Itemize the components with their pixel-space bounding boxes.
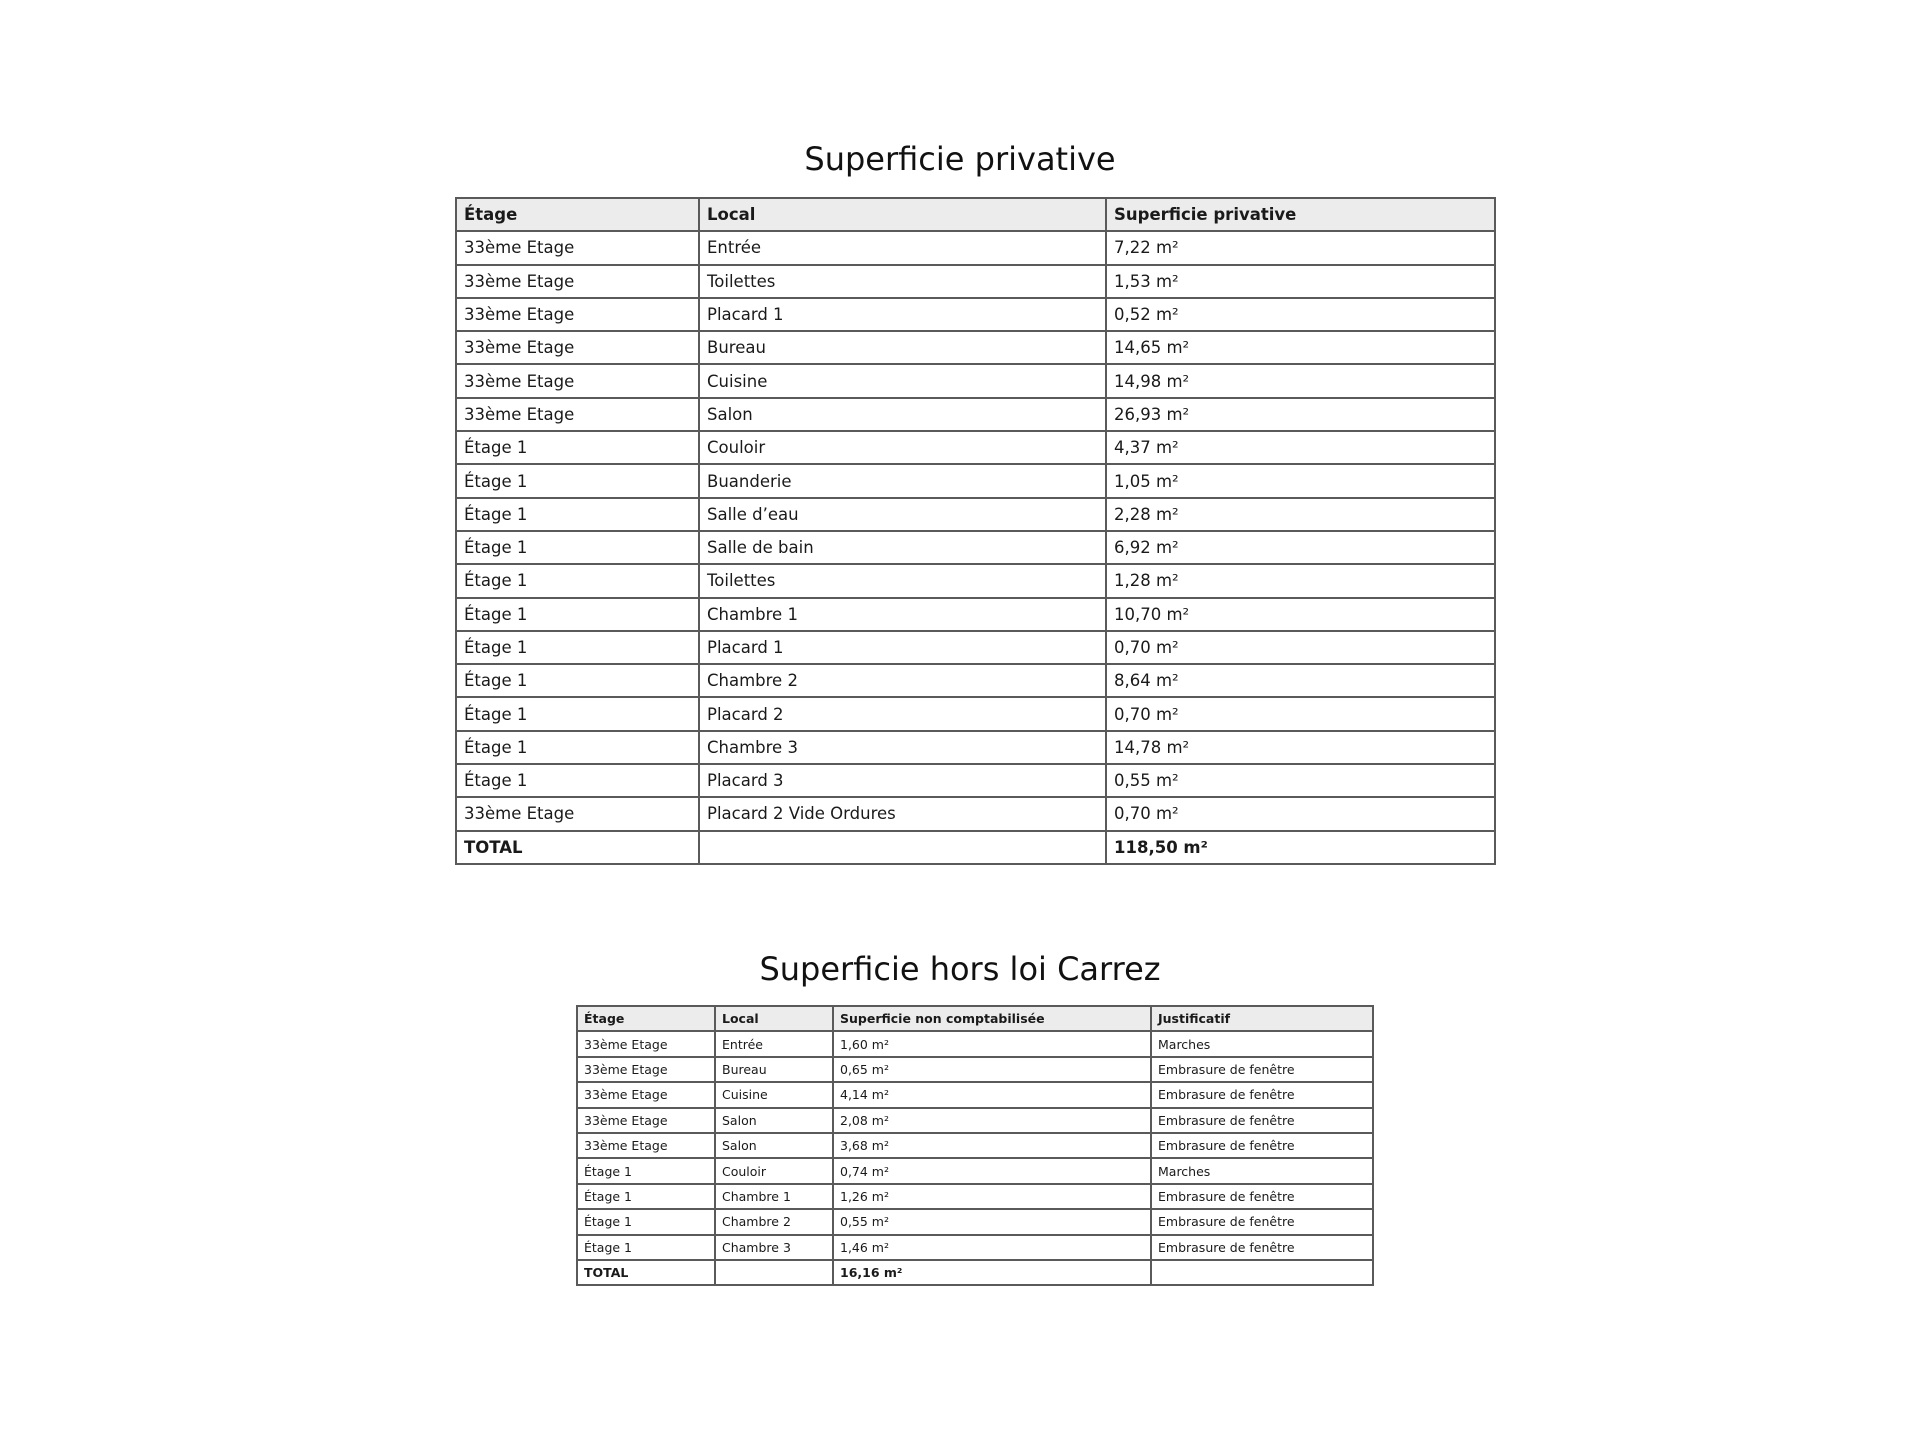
table-cell: Étage 1 [456, 564, 699, 597]
table-cell: 1,28 m² [1106, 564, 1495, 597]
table-cell: 1,05 m² [1106, 464, 1495, 497]
table-cell: 0,70 m² [1106, 797, 1495, 830]
table-row [456, 431, 1495, 464]
table-cell: 33ème Etage [577, 1133, 715, 1158]
total-cell [1151, 1260, 1373, 1285]
table-cell: 0,74 m² [833, 1158, 1151, 1183]
table-cell: Étage 1 [456, 431, 699, 464]
table-cell: 0,55 m² [833, 1209, 1151, 1234]
table-cell: 14,98 m² [1106, 364, 1495, 397]
table-cell: Toilettes [699, 564, 1106, 597]
table-cell: 2,28 m² [1106, 498, 1495, 531]
table-cell: 33ème Etage [456, 797, 699, 830]
table-row [456, 265, 1495, 298]
table-header [577, 1006, 1373, 1031]
table-cell: 0,55 m² [1106, 764, 1495, 797]
table-cell: Couloir [699, 431, 1106, 464]
table-cell: Chambre 1 [699, 598, 1106, 631]
table-cell: Salle d’eau [699, 498, 1106, 531]
table-cell: Étage 1 [456, 697, 699, 730]
table-row [456, 331, 1495, 364]
table-cell: Couloir [715, 1158, 833, 1183]
table-cell: 33ème Etage [577, 1031, 715, 1056]
privative-title: Superficie privative [804, 140, 1116, 178]
table-cell: Chambre 2 [715, 1209, 833, 1234]
table-cell: 1,26 m² [833, 1184, 1151, 1209]
table-cell: Bureau [715, 1057, 833, 1082]
table-cell: 33ème Etage [456, 331, 699, 364]
table-cell: Chambre 3 [715, 1235, 833, 1260]
table-cell: Embrasure de fenêtre [1151, 1235, 1373, 1260]
table-row [456, 364, 1495, 397]
table-cell: Salon [699, 398, 1106, 431]
table-cell: 14,65 m² [1106, 331, 1495, 364]
table-row [577, 1082, 1373, 1107]
total-cell [715, 1260, 833, 1285]
header-row [577, 1006, 1373, 1031]
table-cell: 33ème Etage [456, 265, 699, 298]
table-body [577, 1031, 1373, 1285]
table-row [577, 1209, 1373, 1234]
table-body [456, 231, 1495, 864]
privative-table [455, 197, 1496, 865]
table-cell: Cuisine [715, 1082, 833, 1107]
table-cell: Étage 1 [456, 498, 699, 531]
table-cell: 3,68 m² [833, 1133, 1151, 1158]
table-cell: Étage 1 [456, 598, 699, 631]
column-header: Superficie non comptabilisée [833, 1006, 1151, 1031]
table-cell: Embrasure de fenêtre [1151, 1108, 1373, 1133]
total-cell: TOTAL [577, 1260, 715, 1285]
table-cell: 0,70 m² [1106, 631, 1495, 664]
table-cell: Embrasure de fenêtre [1151, 1209, 1373, 1234]
column-header: Étage [577, 1006, 715, 1031]
column-header: Étage [456, 198, 699, 231]
table-cell: Embrasure de fenêtre [1151, 1133, 1373, 1158]
table-cell: Entrée [715, 1031, 833, 1056]
total-cell: 16,16 m² [833, 1260, 1151, 1285]
table-cell: Embrasure de fenêtre [1151, 1057, 1373, 1082]
total-cell [699, 831, 1106, 864]
table-cell: 33ème Etage [456, 231, 699, 264]
table-row [456, 731, 1495, 764]
table-cell: Buanderie [699, 464, 1106, 497]
table-cell: Placard 2 Vide Ordures [699, 797, 1106, 830]
table-row [577, 1235, 1373, 1260]
carrez-title: Superficie hors loi Carrez [759, 950, 1161, 988]
table-cell: Chambre 1 [715, 1184, 833, 1209]
table-cell: Étage 1 [456, 531, 699, 564]
table-row [456, 598, 1495, 631]
table-row [456, 764, 1495, 797]
table-cell: 10,70 m² [1106, 598, 1495, 631]
table-cell: 6,92 m² [1106, 531, 1495, 564]
table-cell: Bureau [699, 331, 1106, 364]
table-cell: Salon [715, 1133, 833, 1158]
table-cell: 7,22 m² [1106, 231, 1495, 264]
total-row [456, 831, 1495, 864]
table-cell: Marches [1151, 1158, 1373, 1183]
table-cell: Étage 1 [456, 664, 699, 697]
column-header: Local [699, 198, 1106, 231]
total-cell: 118,50 m² [1106, 831, 1495, 864]
table-row [577, 1133, 1373, 1158]
table-cell: Salon [715, 1108, 833, 1133]
table-cell: Placard 1 [699, 631, 1106, 664]
table-header [456, 198, 1495, 231]
table-cell: Cuisine [699, 364, 1106, 397]
table-cell: Entrée [699, 231, 1106, 264]
table-cell: Marches [1151, 1031, 1373, 1056]
table-cell: 33ème Etage [456, 398, 699, 431]
table-cell: Étage 1 [456, 464, 699, 497]
table-cell: 2,08 m² [833, 1108, 1151, 1133]
table-cell: 1,60 m² [833, 1031, 1151, 1056]
column-header: Justificatif [1151, 1006, 1373, 1031]
table-cell: Étage 1 [456, 764, 699, 797]
table-row [456, 498, 1495, 531]
table-cell: 0,52 m² [1106, 298, 1495, 331]
table-cell: 4,14 m² [833, 1082, 1151, 1107]
table-cell: Étage 1 [577, 1209, 715, 1234]
table-cell: 33ème Etage [577, 1057, 715, 1082]
table-cell: 0,65 m² [833, 1057, 1151, 1082]
total-cell: TOTAL [456, 831, 699, 864]
table-row [456, 231, 1495, 264]
table-row [456, 797, 1495, 830]
header-row [456, 198, 1495, 231]
table-cell: 1,53 m² [1106, 265, 1495, 298]
table-cell: Embrasure de fenêtre [1151, 1082, 1373, 1107]
table-cell: Chambre 2 [699, 664, 1106, 697]
table-cell: 33ème Etage [577, 1082, 715, 1107]
table-cell: Placard 2 [699, 697, 1106, 730]
carrez-table [576, 1005, 1374, 1286]
table-cell: Placard 1 [699, 298, 1106, 331]
table-row [456, 464, 1495, 497]
table-cell: Étage 1 [577, 1184, 715, 1209]
table-cell: 33ème Etage [456, 298, 699, 331]
table-row [577, 1057, 1373, 1082]
table-row [577, 1184, 1373, 1209]
table-row [456, 531, 1495, 564]
table-cell: 33ème Etage [456, 364, 699, 397]
table-cell: Étage 1 [456, 731, 699, 764]
table-cell: 33ème Etage [577, 1108, 715, 1133]
table-cell: 26,93 m² [1106, 398, 1495, 431]
table-cell: Salle de bain [699, 531, 1106, 564]
table-cell: Toilettes [699, 265, 1106, 298]
table-row [577, 1108, 1373, 1133]
table-cell: Étage 1 [456, 631, 699, 664]
table-cell: Placard 3 [699, 764, 1106, 797]
table-cell: 14,78 m² [1106, 731, 1495, 764]
total-row [577, 1260, 1373, 1285]
table-cell: Chambre 3 [699, 731, 1106, 764]
column-header: Local [715, 1006, 833, 1031]
table-cell: 8,64 m² [1106, 664, 1495, 697]
table-row [577, 1031, 1373, 1056]
table-row [456, 298, 1495, 331]
table-cell: 1,46 m² [833, 1235, 1151, 1260]
table-row [456, 631, 1495, 664]
table-row [456, 697, 1495, 730]
table-row [456, 564, 1495, 597]
table-row [456, 398, 1495, 431]
table-cell: 4,37 m² [1106, 431, 1495, 464]
table-cell: Embrasure de fenêtre [1151, 1184, 1373, 1209]
table-cell: Étage 1 [577, 1158, 715, 1183]
table-row [577, 1158, 1373, 1183]
column-header: Superficie privative [1106, 198, 1495, 231]
table-cell: Étage 1 [577, 1235, 715, 1260]
table-row [456, 664, 1495, 697]
table-cell: 0,70 m² [1106, 697, 1495, 730]
